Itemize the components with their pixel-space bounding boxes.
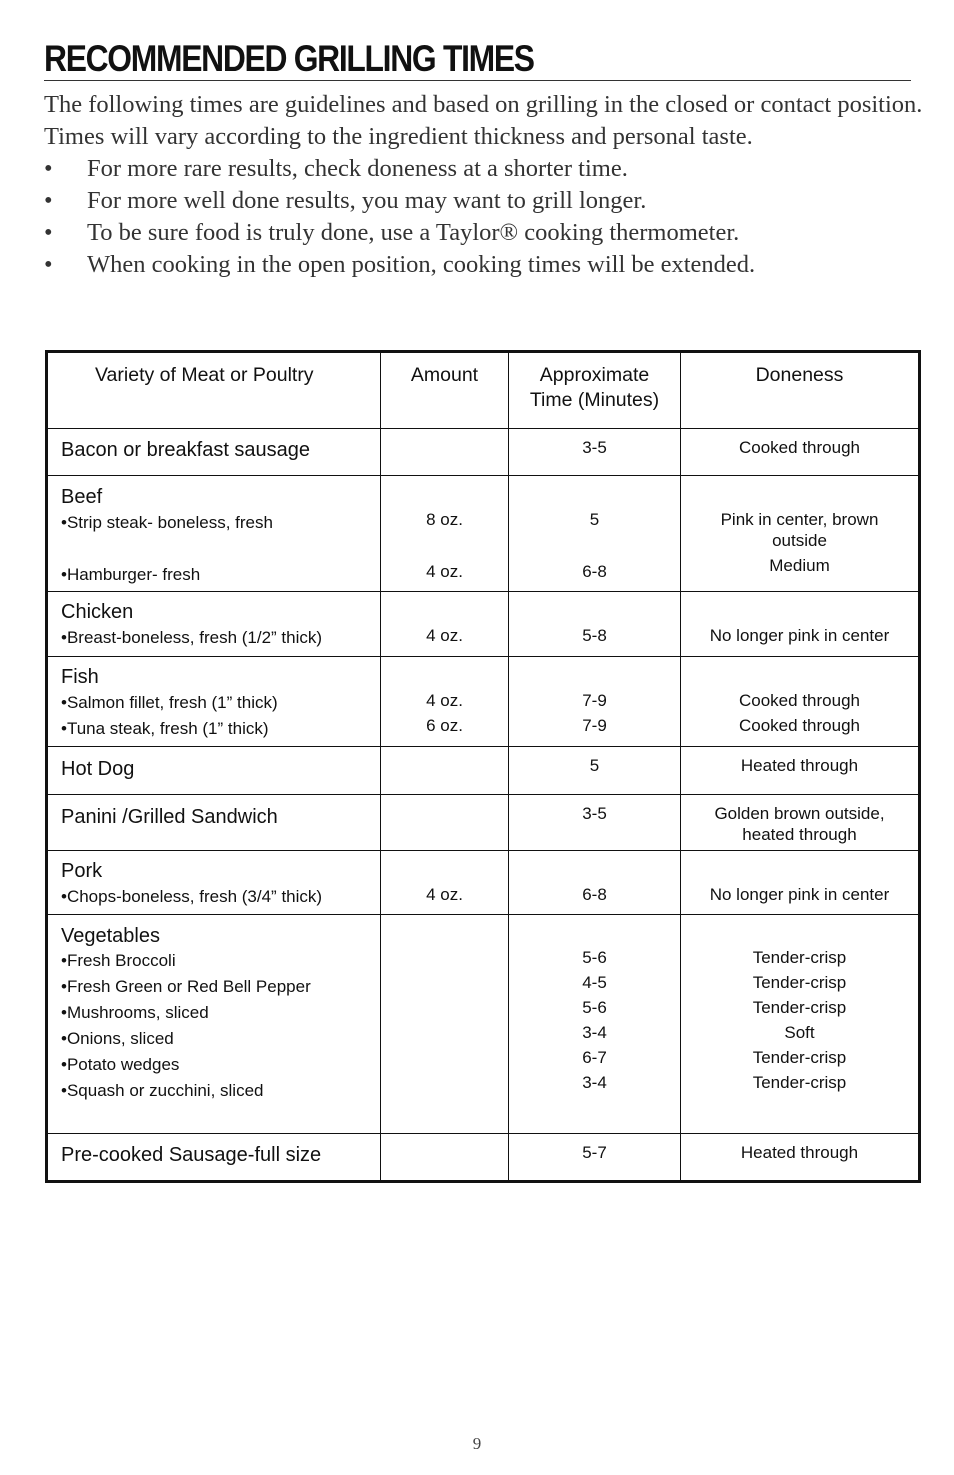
row-amount: 6 oz.: [426, 716, 463, 735]
guideline-text: For more rare results, check doneness at a shorter time.: [87, 155, 628, 182]
header-time: [509, 352, 681, 429]
row-category: Bacon or breakfast sausage: [61, 439, 311, 461]
row-amount: 4 oz.: [426, 562, 463, 581]
guideline-item: [44, 217, 924, 249]
header-doneness: Doneness: [681, 352, 920, 429]
guideline-item: [44, 153, 924, 185]
guideline-text: When cooking in the open position, cooking times will be extended.: [87, 251, 756, 278]
table-row: [47, 851, 920, 915]
row-time: 3-4: [582, 1073, 607, 1092]
row-time: 5-7: [582, 1143, 607, 1162]
row-item: •Hamburger- fresh: [61, 565, 201, 584]
table-row: [47, 592, 920, 657]
row-doneness: Tender-crisp: [752, 973, 847, 992]
row-category: Pre-cooked Sausage-full size: [61, 1144, 322, 1166]
row-doneness-list: [681, 915, 918, 1097]
row-doneness: Tender-crisp: [752, 1073, 847, 1092]
row-category: Vegetables: [61, 925, 160, 947]
row-time: 7-9: [582, 691, 607, 710]
row-amount: 4 oz.: [426, 626, 463, 645]
title-divider: [44, 80, 911, 81]
row-doneness: Cooked through: [739, 438, 860, 457]
row-time: 3-5: [582, 804, 607, 823]
guideline-list: [44, 153, 924, 281]
row-item: •Fresh Green or Red Bell Pepper: [61, 977, 311, 996]
row-item: •Chops-boneless, fresh (3/4” thick): [61, 887, 323, 906]
row-doneness: Golden brown outside,: [714, 804, 885, 823]
table-row: [47, 1134, 920, 1182]
row-time: 5-8: [582, 626, 607, 645]
row-time: 3-4: [582, 1023, 607, 1042]
row-item: •Breast-boneless, fresh (1/2” thick): [61, 628, 323, 647]
row-amount: 4 oz.: [426, 885, 463, 904]
bullet-glyph: •: [44, 219, 53, 246]
header-time-line1: Approximate: [539, 364, 650, 386]
guideline-item: [44, 249, 924, 281]
row-category: Pork: [61, 860, 103, 882]
header-variety: Variety of Meat or Poultry: [47, 352, 381, 429]
row-time: 7-9: [582, 716, 607, 735]
row-doneness: No longer pink in center: [709, 626, 890, 645]
row-time-list: [509, 915, 680, 1097]
row-category: Fish: [61, 666, 99, 688]
table-row: [47, 795, 920, 851]
table-header-row: [47, 352, 920, 429]
page-title: RECOMMENDED GRILLING TIMES: [44, 38, 534, 79]
row-time: 3-5: [582, 438, 607, 457]
row-doneness: Heated through: [740, 756, 859, 775]
row-doneness: Pink in center, brown: [720, 510, 879, 529]
row-item: •Mushrooms, sliced: [61, 1003, 209, 1022]
row-item: •Strip steak- boneless, fresh: [61, 513, 273, 532]
row-doneness: Tender-crisp: [752, 1048, 847, 1067]
row-doneness: outside: [772, 531, 827, 550]
table-row: [47, 476, 920, 592]
row-time: 6-8: [582, 885, 607, 904]
guideline-item: [44, 185, 924, 217]
guideline-text: For more well done results, you may want to grill longer.: [87, 187, 647, 214]
table-row: [47, 747, 920, 795]
row-doneness: heated through: [742, 825, 857, 844]
row-category: Panini /Grilled Sandwich: [61, 806, 278, 828]
row-category: Hot Dog: [61, 758, 135, 780]
row-time: 5: [589, 510, 600, 529]
row-doneness: Medium: [769, 556, 830, 575]
row-doneness: Cooked through: [739, 716, 860, 735]
row-item: •Salmon fillet, fresh (1” thick): [61, 693, 278, 712]
row-amount: 8 oz.: [426, 510, 463, 529]
row-item: •Fresh Broccoli: [61, 951, 176, 970]
table-row: [47, 657, 920, 747]
row-item: •Potato wedges: [61, 1055, 180, 1074]
page-number: 9: [472, 1434, 482, 1453]
row-time: 6-7: [582, 1048, 607, 1067]
bullet-glyph: •: [44, 187, 53, 214]
row-category: Chicken: [61, 601, 134, 623]
row-doneness: Tender-crisp: [752, 998, 847, 1017]
row-item-list: [48, 948, 380, 1106]
row-doneness: Cooked through: [739, 691, 860, 710]
guideline-text: To be sure food is truly done, use a Taylor® cooking thermometer.: [87, 219, 740, 246]
row-item: •Onions, sliced: [61, 1029, 174, 1048]
bullet-glyph: •: [44, 251, 53, 278]
intro-section: [44, 89, 924, 281]
row-time: 5-6: [582, 998, 607, 1017]
row-doneness: Soft: [784, 1023, 815, 1042]
row-doneness: No longer pink in center: [709, 885, 890, 904]
row-doneness: Tender-crisp: [752, 948, 847, 967]
row-amount: 4 oz.: [426, 691, 463, 710]
grilling-times-table: [45, 350, 921, 1183]
row-item: •Squash or zucchini, sliced: [61, 1081, 264, 1100]
intro-paragraph: The following times are guidelines and based on grilling in the closed or contact position. Times will vary according to the ingredient thickness and personal taste.: [44, 91, 923, 150]
bullet-glyph: •: [44, 155, 53, 182]
row-time: 5: [589, 756, 600, 775]
table-row: [47, 915, 920, 1134]
row-time: 4-5: [582, 973, 607, 992]
header-amount: Amount: [381, 352, 509, 429]
header-time-line2: Time (Minutes): [529, 389, 660, 411]
row-category: Beef: [61, 486, 103, 508]
row-time: 6-8: [582, 562, 607, 581]
row-item: •Tuna steak, fresh (1” thick): [61, 719, 269, 738]
row-time: 5-6: [582, 948, 607, 967]
row-doneness: Heated through: [740, 1143, 859, 1162]
table-row: [47, 429, 920, 476]
